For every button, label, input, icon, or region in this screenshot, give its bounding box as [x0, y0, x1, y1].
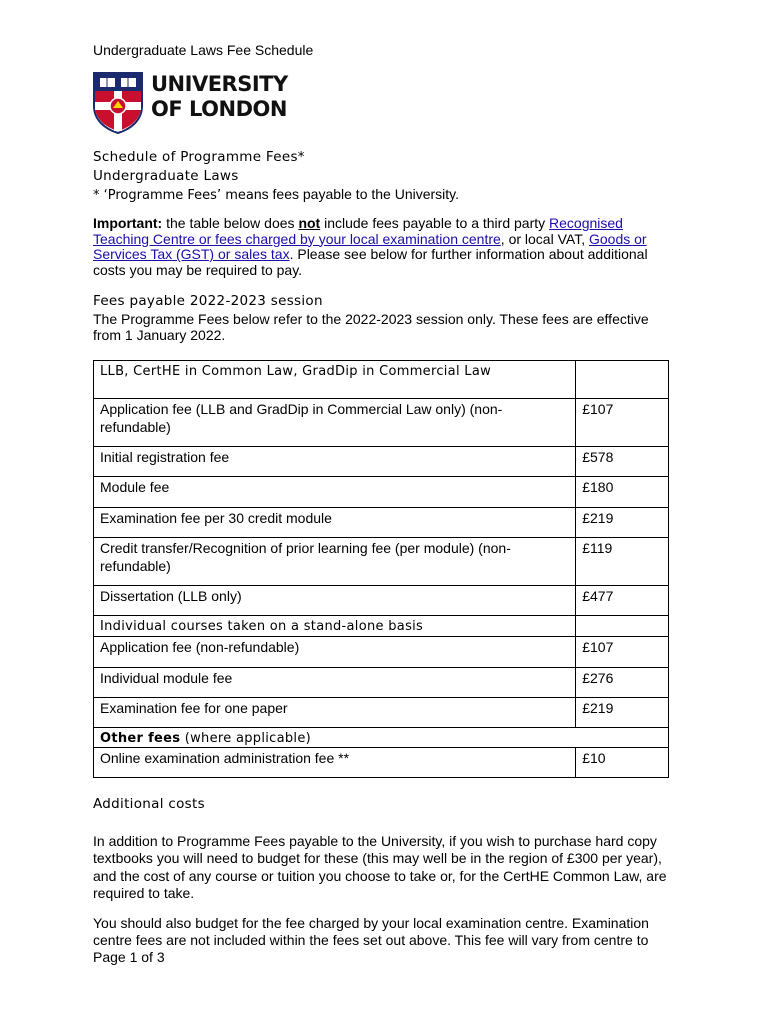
logo-wordmark [151, 72, 288, 122]
fee-label: Examination fee per 30 credit module [94, 508, 576, 538]
fee-label: Application fee (LLB and GradDip in Commercial Law only) (non-refundable) [94, 399, 576, 447]
table-row [94, 636, 669, 667]
important-text-1: the table below does [162, 215, 299, 231]
fee-amount: £107 [576, 636, 669, 667]
other-fees-bold: Other fees [100, 730, 181, 746]
fee-amount: £219 [576, 508, 669, 538]
fee-label: Individual module fee [94, 667, 576, 697]
fee-amount: £10 [576, 748, 669, 778]
important-text-3: , or local VAT, [500, 230, 589, 247]
additional-costs-heading: Additional costs [93, 796, 205, 812]
fee-amount: £180 [576, 477, 669, 508]
fee-label: Online examination administration fee ** [94, 748, 576, 778]
fee-amount: £219 [576, 697, 669, 727]
document-title: Schedule of Programme Fees* [93, 149, 305, 165]
fee-amount: £119 [576, 538, 669, 586]
recognised-teaching-centre-link[interactable]: Recognised Teaching Centre or fees charged by your local examination centre [93, 215, 623, 247]
important-text-4: . Please see below for further information about additional costs you may be required to pay. [93, 246, 648, 278]
footnote-prefix: * ‘Programme Fees’ mea [93, 188, 254, 203]
not-emphasis: not [298, 215, 321, 231]
table-row [94, 399, 669, 447]
fee-label: Module fee [94, 477, 576, 508]
section-header-individual: Individual courses taken on a stand-alone basis [94, 616, 576, 637]
fee-amount: £477 [576, 586, 669, 616]
section-header-row [94, 361, 669, 399]
table-row [94, 586, 669, 616]
table-row [94, 697, 669, 727]
section-header-row [94, 727, 669, 748]
programme-fees-footnote [93, 186, 459, 203]
running-header: Undergraduate Laws Fee Schedule [93, 42, 314, 58]
crest-icon [93, 72, 143, 134]
additional-costs-paragraph-1: In addition to Programme Fees payable to the University, if you wish to purchase hard copy textbooks you will need to budget for these (this may well be in the region of £300 per year), and the cost of any course or tuition you choose to take or, for the CertHE Common Law, are required to take. [93, 833, 667, 902]
page-number: Page 1 of 3 [93, 949, 165, 965]
fee-label: Initial registration fee [94, 447, 576, 477]
other-fees-qualifier: (where applicable) [180, 730, 312, 746]
additional-costs-paragraph-2: You should also budget for the fee charged by your local examination centre. Examination centre fees are not included within the fees set out above. This fee will vary from centre to [93, 915, 649, 949]
document-subtitle: Undergraduate Laws [93, 168, 239, 184]
section-header-other [94, 727, 669, 748]
fees-heading: Fees payable 2022-2023 session [93, 293, 323, 309]
table-row [94, 667, 669, 697]
fee-amount: £107 [576, 399, 669, 447]
logo-line-2: OF LONDON [151, 97, 287, 121]
table-row [94, 748, 669, 778]
fee-amount: £276 [576, 667, 669, 697]
section-header-amount-empty [576, 616, 669, 637]
section-header-llb: LLB, CertHE in Common Law, GradDip in Commercial Law [94, 361, 576, 399]
title-block [93, 148, 305, 186]
gst-sales-tax-link[interactable]: Goods or Services Tax (GST) or sales tax [93, 230, 647, 263]
fee-label: Application fee (non-refundable) [94, 636, 576, 667]
footnote-rest: ns fees payable to the University. [253, 186, 460, 202]
important-label: Important: [93, 215, 163, 231]
table-row [94, 447, 669, 477]
table-row [94, 477, 669, 508]
logo-line-1: UNIVERSITY [151, 72, 288, 96]
section-header-row [94, 616, 669, 637]
fee-label: Examination fee for one paper [94, 697, 576, 727]
important-text-2: include fees payable to a third party [320, 215, 550, 231]
university-logo [93, 72, 293, 134]
fee-label: Dissertation (LLB only) [94, 586, 576, 616]
table-row [94, 508, 669, 538]
table-row [94, 538, 669, 586]
fees-table [93, 360, 669, 778]
fees-intro: The Programme Fees below refer to the 2022-2023 session only. These fees are effective from 1 January 2022. [93, 311, 649, 343]
important-notice [93, 216, 673, 278]
fee-label: Credit transfer/Recognition of prior learning fee (per module) (non-refundable) [94, 538, 576, 586]
section-header-amount-empty [576, 361, 669, 399]
fee-amount: £578 [576, 447, 669, 477]
